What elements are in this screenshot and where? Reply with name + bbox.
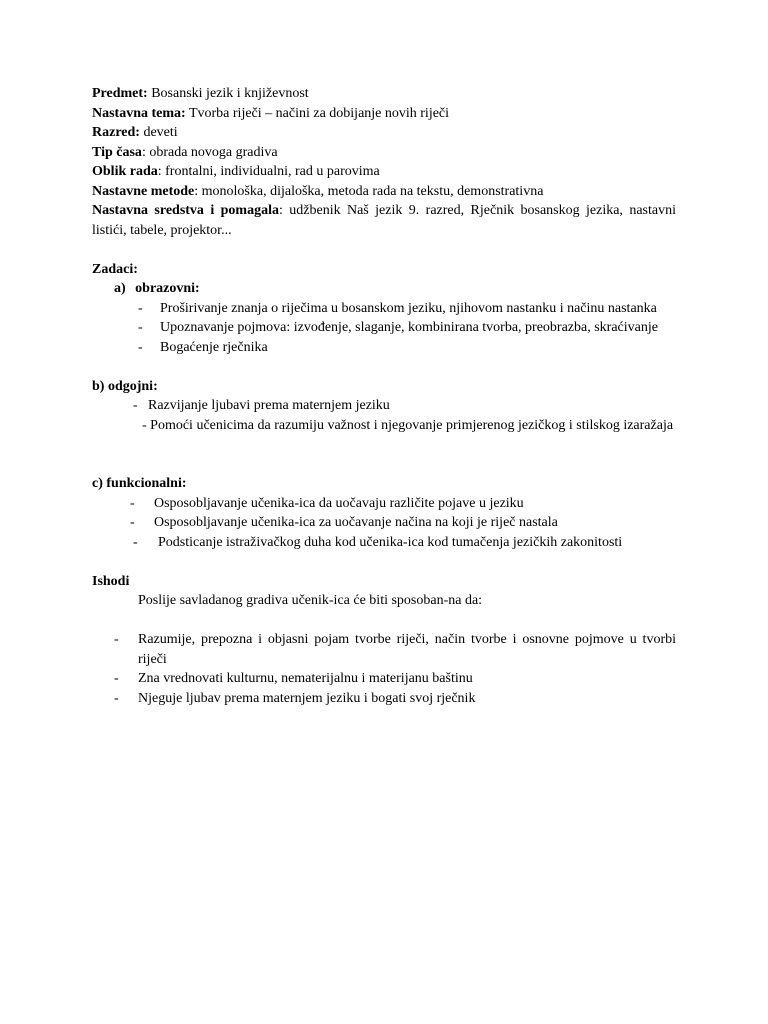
funkcionalni-title: c) funkcionalni: xyxy=(92,476,187,491)
funkcionalni-item xyxy=(92,533,676,553)
razred-line xyxy=(92,123,676,143)
lesson-plan-document xyxy=(92,84,676,708)
sredstva-value: : udžbenik Naš jezik 9. razred, Rječnik bosanskog jezika, nastavni listići, tabele, projektor... xyxy=(92,203,676,238)
bullet-dash: - xyxy=(142,417,147,433)
odgojni-item-text: Razvijanje ljubavi prema maternjem jeziku xyxy=(148,398,390,413)
bullet-dash: - xyxy=(133,398,138,413)
tip-line xyxy=(92,143,676,163)
funkcionalni-item-text: Osposobljavanje učenika-ica da uočavaju različite pojave u jeziku xyxy=(154,495,524,511)
zadaci-title: Zadaci: xyxy=(92,261,138,277)
obrazovni-item-text: Bogaćenje rječnika xyxy=(160,339,268,355)
obrazovni-heading xyxy=(92,279,676,299)
ishodi-item-text: Zna vrednovati kulturnu, nematerijalnu i materijanu baštinu xyxy=(138,671,473,686)
metode-value: : monološka, dijaloška, metoda rada na tekstu, demonstrativna xyxy=(194,183,544,199)
razred-label: Razred: xyxy=(92,125,140,140)
ishodi-item xyxy=(92,630,676,669)
ishodi-title: Ishodi xyxy=(92,573,130,589)
tema-value: Tvorba riječi – načini za dobijanje novih riječi xyxy=(185,105,450,121)
obrazovni-item xyxy=(92,318,676,338)
bullet-dash: - xyxy=(138,300,143,316)
razred-value: deveti xyxy=(139,125,178,140)
bullet-dash: - xyxy=(138,339,143,355)
odgojni-item xyxy=(92,396,676,416)
ishodi-item-text: Razumije, prepozna i objasni pojam tvorbe riječi, način tvorbe i osnovne pojmove u tvorbi riječi xyxy=(138,632,676,667)
ishodi-intro: Poslije savladanog gradiva učenik-ica će biti sposoban-na da: xyxy=(138,593,483,608)
sredstva-label: Nastavna sredstva i pomagala xyxy=(92,203,279,218)
obrazovni-item xyxy=(92,299,676,319)
bullet-dash: - xyxy=(114,690,119,706)
bullet-dash: - xyxy=(130,495,135,511)
bullet-dash: - xyxy=(114,671,119,686)
odgojni-item xyxy=(92,416,676,436)
bullet-dash: - xyxy=(133,534,138,550)
bullet-dash: - xyxy=(138,320,143,335)
obrazovni-marker: a) xyxy=(114,281,126,296)
tema-line xyxy=(92,104,676,124)
tema-label: Nastavna tema: xyxy=(92,105,186,121)
tip-label: Tip časa xyxy=(92,144,142,160)
odgojni-title: b) odgojni: xyxy=(92,378,158,394)
funkcionalni-item-text: Osposobljavanje učenika-ica za uočavanje načina na koji je riječ nastala xyxy=(154,515,558,530)
metode-label: Nastavne metode xyxy=(92,183,195,199)
obrazovni-title: obrazovni: xyxy=(135,281,200,296)
odgojni-item-text: Pomoći učenicima da razumiju važnost i njegovanje primjerenog jezičkog i stilskog izaražaja xyxy=(150,417,674,433)
ishodi-item xyxy=(92,689,676,709)
bullet-dash: - xyxy=(130,515,135,530)
ishodi-item-text: Njeguje ljubav prema maternjem jeziku i bogati svoj rječnik xyxy=(138,690,476,706)
bullet-dash: - xyxy=(114,632,119,647)
predmet-line xyxy=(92,84,676,104)
oblik-line xyxy=(92,162,676,182)
funkcionalni-item xyxy=(92,513,676,533)
obrazovni-item-text: Proširivanje znanja o riječima u bosanskom jeziku, njihovom nastanku i načinu nastanka xyxy=(160,300,657,316)
funkcionalni-item xyxy=(92,494,676,514)
oblik-value: : frontalni, individualni, rad u parovima xyxy=(157,164,380,179)
tip-value: : obrada novoga gradiva xyxy=(141,144,278,160)
predmet-value: Bosanski jezik i književnost xyxy=(147,86,309,101)
predmet-label: Predmet: xyxy=(92,86,148,101)
sredstva-line xyxy=(92,201,676,240)
oblik-label: Oblik rada xyxy=(92,164,158,179)
metode-line xyxy=(92,182,676,202)
funkcionalni-item-text: Podsticanje istraživačkog duha kod učenika-ica kod tumačenja jezičkih zakonitosti xyxy=(158,534,623,550)
obrazovni-item xyxy=(92,338,676,358)
ishodi-item xyxy=(92,669,676,689)
obrazovni-item-text: Upoznavanje pojmova: izvođenje, slaganje, kombinirana tvorba, preobrazba, skraćivanje xyxy=(160,320,658,335)
